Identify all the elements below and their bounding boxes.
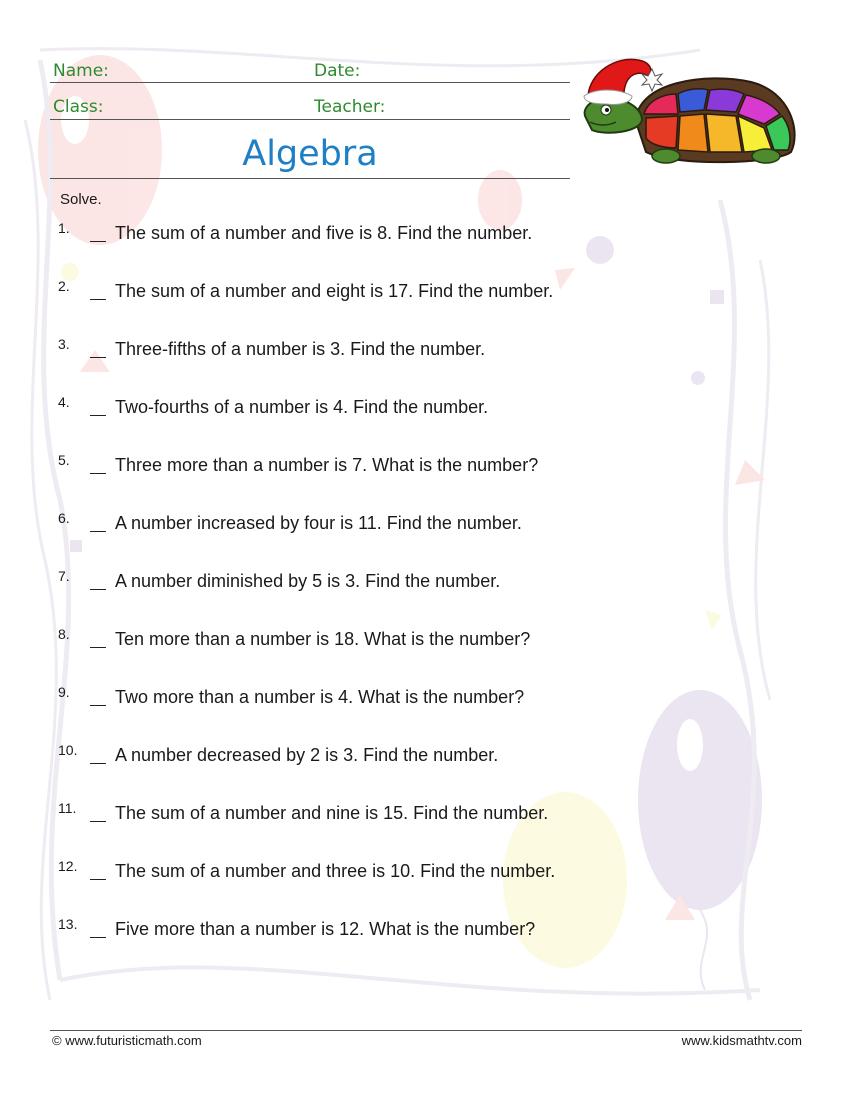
instructions: Solve. <box>60 191 102 208</box>
question-text: Two more than a number is 4. What is the number? <box>115 687 525 707</box>
question-number: 7. <box>58 568 70 584</box>
answer-blank[interactable] <box>90 299 106 300</box>
answer-blank[interactable] <box>90 531 106 532</box>
question-text: The sum of a number and nine is 15. Find the number. <box>115 803 549 823</box>
question-number: 5. <box>58 452 70 468</box>
question-text: Three more than a number is 7. What is the number? <box>115 455 539 475</box>
question-number: 4. <box>58 394 70 410</box>
question-text: The sum of a number and three is 10. Find the number. <box>115 861 556 881</box>
answer-blank[interactable] <box>90 357 106 358</box>
question-number: 12. <box>58 858 78 874</box>
question-text: A number increased by four is 11. Find the number. <box>115 513 522 533</box>
answer-blank[interactable] <box>90 821 106 822</box>
page-title: Algebra <box>242 134 378 174</box>
date-label: Date: <box>314 61 361 81</box>
question-text: A number decreased by 2 is 3. Find the number. <box>115 745 499 765</box>
name-label: Name: <box>53 61 109 81</box>
question-text: The sum of a number and eight is 17. Find the number. <box>115 281 554 301</box>
question-text: Five more than a number is 12. What is the number? <box>115 919 536 939</box>
question-number: 3. <box>58 336 70 352</box>
answer-blank[interactable] <box>90 647 106 648</box>
question-number: 11. <box>58 800 77 816</box>
footer-copyright-link[interactable]: © www.futuristicmath.com <box>52 1033 202 1048</box>
question-text: The sum of a number and five is 8. Find the number. <box>115 223 533 243</box>
teacher-label: Teacher: <box>314 97 386 117</box>
question-number: 8. <box>58 626 70 642</box>
answer-blank[interactable] <box>90 705 106 706</box>
answer-blank[interactable] <box>90 937 106 938</box>
question-text: A number diminished by 5 is 3. Find the number. <box>115 571 501 591</box>
footer-site-link[interactable]: www.kidsmathtv.com <box>681 1033 802 1048</box>
question-number: 9. <box>58 684 70 700</box>
answer-blank[interactable] <box>90 589 106 590</box>
question-number: 2. <box>58 278 70 294</box>
question-text: Ten more than a number is 18. What is the number? <box>115 629 531 649</box>
question-text: Two-fourths of a number is 4. Find the number. <box>115 397 489 417</box>
answer-blank[interactable] <box>90 473 106 474</box>
question-number: 6. <box>58 510 70 526</box>
answer-blank[interactable] <box>90 763 106 764</box>
question-text: Three-fifths of a number is 3. Find the number. <box>115 339 486 359</box>
answer-blank[interactable] <box>90 879 106 880</box>
question-number: 13. <box>58 916 78 932</box>
question-number: 1. <box>58 220 70 236</box>
answer-blank[interactable] <box>90 241 106 242</box>
class-label: Class: <box>53 97 104 117</box>
question-number: 10. <box>58 742 78 758</box>
answer-blank[interactable] <box>90 415 106 416</box>
